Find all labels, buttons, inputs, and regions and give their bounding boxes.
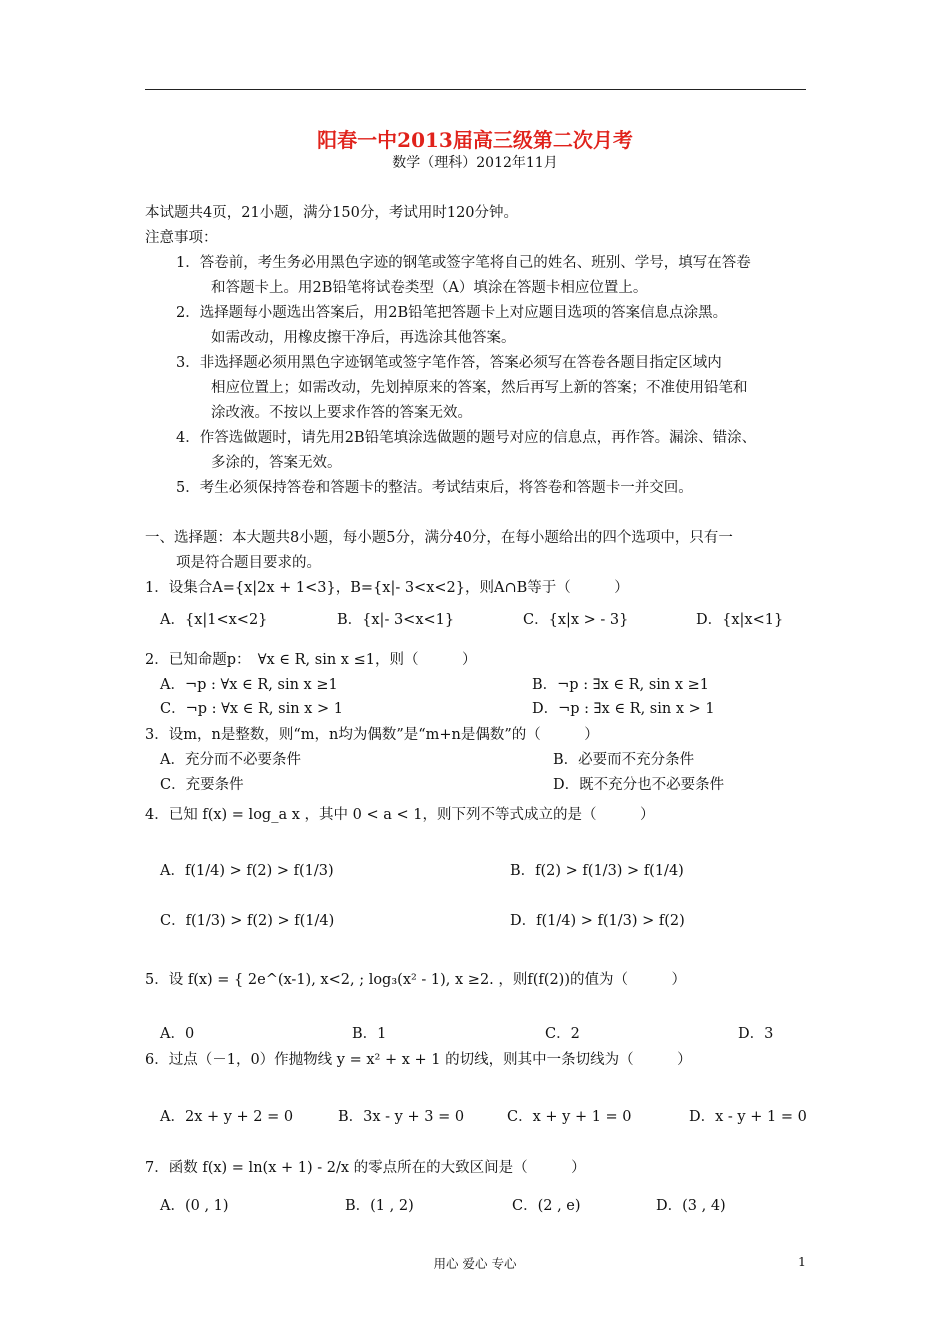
q5-option-d: D．3 bbox=[738, 1026, 774, 1042]
q1-option-b: B．{x|- 3<x<1} bbox=[337, 612, 455, 628]
page-number: 1 bbox=[798, 1254, 806, 1269]
q6-option-d: D．x - y + 1 = 0 bbox=[689, 1109, 807, 1125]
q3-option-c: C．充要条件 bbox=[160, 777, 244, 793]
question-7-stem: 7．函数 f(x) = ln(x + 1) - 2/x 的零点所在的大致区间是（ ） bbox=[145, 1160, 586, 1176]
q6-option-c: C．x + y + 1 = 0 bbox=[507, 1109, 632, 1125]
note-2-line-1: 2．选择题每小题选出答案后，用2B铅笔把答题卡上对应题目选项的答案信息点涂黑。 bbox=[176, 305, 728, 321]
question-5-stem: 5．设 f(x) = { 2e^(x-1), x<2, ; log₃(x² - 1), x ≥2. ，则f(f(2))的值为（ ） bbox=[145, 972, 686, 988]
q5-option-b: B．1 bbox=[352, 1026, 387, 1042]
question-3-stem: 3．设m，n是整数，则“m，n均为偶数”是“m+n是偶数”的（ ） bbox=[145, 727, 599, 743]
q3-option-d: D．既不充分也不必要条件 bbox=[553, 777, 725, 793]
section-1-heading-cont: 项是符合题目要求的。 bbox=[176, 555, 321, 571]
q4-option-b: B．f(2) > f(1/3) > f(1/4) bbox=[510, 863, 684, 879]
exam-title: 阳春一中2013届高三级第二次月考 bbox=[317, 128, 633, 152]
section-1-heading: 一、选择题：本大题共8小题，每小题5分，满分40分，在每小题给出的四个选项中，只有一 bbox=[145, 530, 733, 546]
q2-option-a: A．¬p : ∀x ∈ R, sin x ≥1 bbox=[160, 677, 338, 693]
q3-option-a: A．充分而不必要条件 bbox=[160, 752, 301, 768]
note-3-line-3: 涂改液。不按以上要求作答的答案无效。 bbox=[211, 405, 472, 421]
q2-option-b: B．¬p : ∃x ∈ R, sin x ≥1 bbox=[532, 677, 710, 693]
page-footer: 用心 爱心 专心 bbox=[433, 1256, 517, 1271]
q1-option-d: D．{x|x<1} bbox=[696, 612, 784, 628]
q6-option-b: B．3x - y + 3 = 0 bbox=[338, 1109, 465, 1125]
note-2-line-2: 如需改动，用橡皮擦干净后，再选涂其他答案。 bbox=[211, 330, 516, 346]
note-1-line-2: 和答题卡上。用2B铅笔将试卷类型（A）填涂在答题卡相应位置上。 bbox=[211, 280, 648, 296]
q4-option-c: C．f(1/3) > f(2) > f(1/4) bbox=[160, 913, 335, 929]
note-3-line-1: 3．非选择题必须用黑色字迹钢笔或签字笔作答，答案必须写在答卷各题目指定区域内 bbox=[176, 355, 722, 371]
intro-text: 本试题共4页，21小题，满分150分，考试用时120分钟。 bbox=[145, 205, 519, 221]
exam-subtitle: 数学（理科）2012年11月 bbox=[392, 155, 558, 171]
note-5-line-1: 5．考生必须保持答卷和答题卡的整洁。考试结束后，将答卷和答题卡一并交回。 bbox=[176, 480, 693, 496]
note-1-line-1: 1．答卷前，考生务必用黑色字迹的钢笔或签字笔将自己的姓名、班别、学号，填写在答卷 bbox=[176, 255, 751, 271]
notice-heading: 注意事项： bbox=[145, 230, 218, 246]
q4-option-a: A．f(1/4) > f(2) > f(1/3) bbox=[160, 863, 334, 879]
q7-option-d: D．(3 , 4) bbox=[656, 1198, 726, 1214]
question-6-stem: 6．过点（－1，0）作抛物线 y = x² + x + 1 的切线，则其中一条切线为（ ） bbox=[145, 1052, 692, 1068]
question-2-stem: 2．已知命题p： ∀x ∈ R, sin x ≤1，则（ ） bbox=[145, 652, 477, 668]
note-3-line-2: 相应位置上；如需改动，先划掉原来的答案，然后再写上新的答案；不准使用铅笔和 bbox=[211, 380, 748, 396]
q1-option-a: A．{x|1<x<2} bbox=[160, 612, 268, 628]
question-4-stem: 4．已知 f(x) = log_a x ，其中 0 < a < 1，则下列不等式成立的是（ ） bbox=[145, 807, 655, 823]
q7-option-c: C．(2 , e) bbox=[512, 1198, 581, 1214]
q3-option-b: B．必要而不充分条件 bbox=[553, 752, 695, 768]
q7-option-a: A．(0 , 1) bbox=[160, 1198, 229, 1214]
header-rule bbox=[145, 89, 806, 90]
question-1-stem: 1．设集合A={x|2x + 1<3}，B={x|- 3<x<2}，则A∩B等于（ ） bbox=[145, 580, 629, 596]
q7-option-b: B．(1 , 2) bbox=[345, 1198, 414, 1214]
q4-option-d: D．f(1/4) > f(1/3) > f(2) bbox=[510, 913, 685, 929]
note-4-line-2: 多涂的，答案无效。 bbox=[211, 455, 342, 471]
q6-option-a: A．2x + y + 2 = 0 bbox=[160, 1109, 294, 1125]
note-4-line-1: 4．作答选做题时，请先用2B铅笔填涂选做题的题号对应的信息点，再作答。漏涂、错涂、 bbox=[176, 430, 757, 446]
q2-option-c: C．¬p : ∀x ∈ R, sin x > 1 bbox=[160, 701, 343, 717]
q5-option-c: C．2 bbox=[545, 1026, 580, 1042]
q1-option-c: C．{x|x > - 3} bbox=[523, 612, 629, 628]
q2-option-d: D．¬p : ∃x ∈ R, sin x > 1 bbox=[532, 701, 715, 717]
q5-option-a: A．0 bbox=[160, 1026, 195, 1042]
